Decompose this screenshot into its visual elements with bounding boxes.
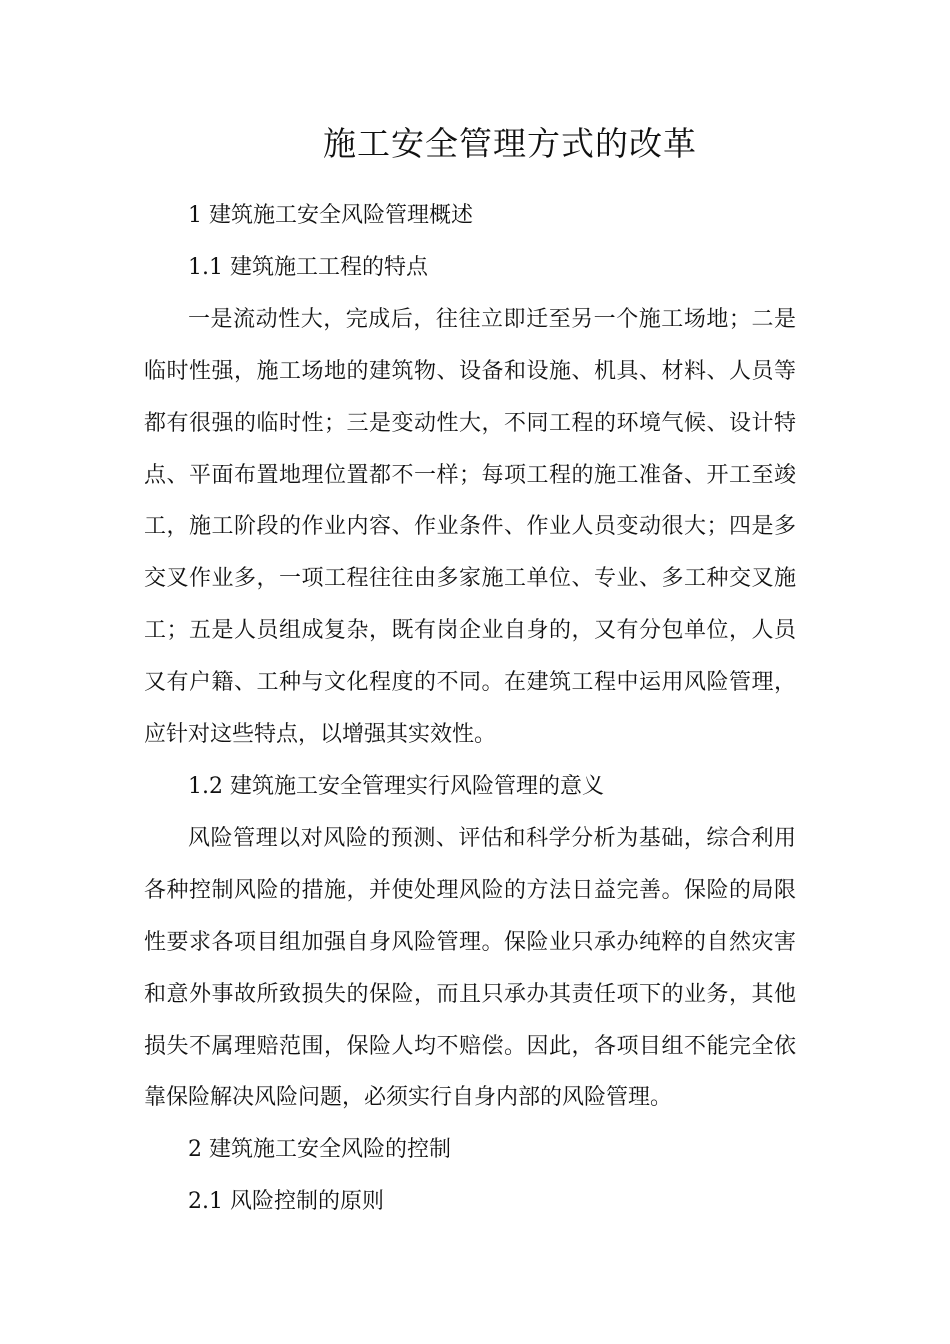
section-heading-2: 2 建筑施工安全风险的控制: [188, 1137, 451, 1163]
document-body: [144, 190, 796, 1228]
section-heading-1-2: 1.2 建筑施工安全管理实行风险管理的意义: [188, 773, 604, 799]
section-heading-2-1: 2.1 风险控制的原则: [188, 1189, 384, 1215]
paragraph-characteristics: 一是流动性大，完成后，往往立即迁至另一个施工场地；二是临时性强，施工场地的建筑物、设备和设施、机具、材料、人员等都有很强的临时性；三是变动性大，不同工程的环境气候、设计特点、平面布置地理位置都不一样；每项工程的施工准备、开工至竣工，施工阶段的作业内容、作业条件、作业人员变动很大；四是多交叉作业多，一项工程往往由多家施工单位、专业、多工种交叉施工；五是人员组成复杂，既有岗企业自身的，又有分包单位，人员又有户籍、工种与文化程度的不同。在建筑工程中运用风险管理，应针对这些特点，以增强其实效性。: [144, 306, 796, 748]
section-heading-1-1: 1.1 建筑施工工程的特点: [188, 254, 428, 280]
section-heading-1: 1 建筑施工安全风险管理概述: [188, 203, 473, 228]
paragraph-significance: 风险管理以对风险的预测、评估和科学分析为基础，综合利用各种控制风险的措施，并使处理风险的方法日益完善。保险的局限性要求各项目组加强自身风险管理。保险业只承办纯粹的自然灾害和意外事故所致损失的保险，而且只承办其责任项下的业务，其他损失不属理赔范围，保险人均不赔偿。因此，各项目组不能完全依靠保险解决风险问题，必须实行自身内部的风险管理。: [144, 825, 796, 1111]
page-title: 施工安全管理方式的改革: [323, 124, 697, 163]
